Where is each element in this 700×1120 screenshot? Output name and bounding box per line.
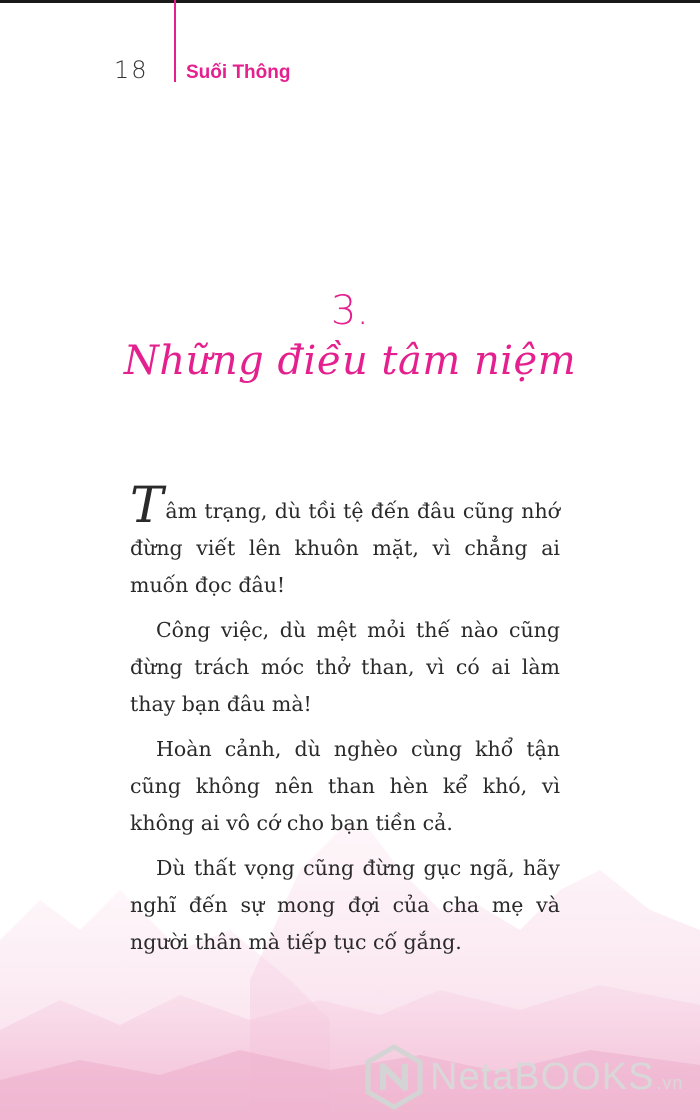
drop-cap: T: [130, 476, 164, 534]
watermark-suffix: .vn: [656, 1073, 684, 1093]
watermark: [364, 1044, 694, 1110]
watermark-text: [430, 1056, 683, 1099]
header-divider: [174, 0, 176, 82]
paragraph: Hoàn cảnh, dù nghèo cùng khổ tận cũng không nên than hèn kể khó, vì không ai vô cớ cho bạn tiền cả.: [130, 737, 560, 835]
body-text: [130, 476, 560, 969]
page-number: 18: [114, 56, 149, 84]
chapter-title: Những điều tâm niệm: [123, 338, 577, 384]
paragraph-text: âm trạng, dù tồi tệ đến đâu cũng nhớ đừng viết lên khuôn mặt, vì chẳng ai muốn đọc đâu!: [130, 499, 560, 597]
paragraph: [130, 476, 560, 604]
watermark-brand: NetaBOOKS: [430, 1056, 655, 1098]
running-head: Suối Thông: [186, 62, 291, 83]
netabooks-logo-icon: [364, 1044, 424, 1110]
chapter-number: 3.: [330, 288, 370, 334]
top-rule: [0, 0, 700, 3]
paragraph: Dù thất vọng cũng đừng gục ngã, hãy nghĩ đến sự mong đợi của cha mẹ và người thân mà tiếp tục cố gắng.: [130, 856, 560, 954]
paragraph: Công việc, dù mệt mỏi thế nào cũng đừng trách móc thở than, vì có ai làm thay bạn đâu mà!: [130, 618, 560, 716]
